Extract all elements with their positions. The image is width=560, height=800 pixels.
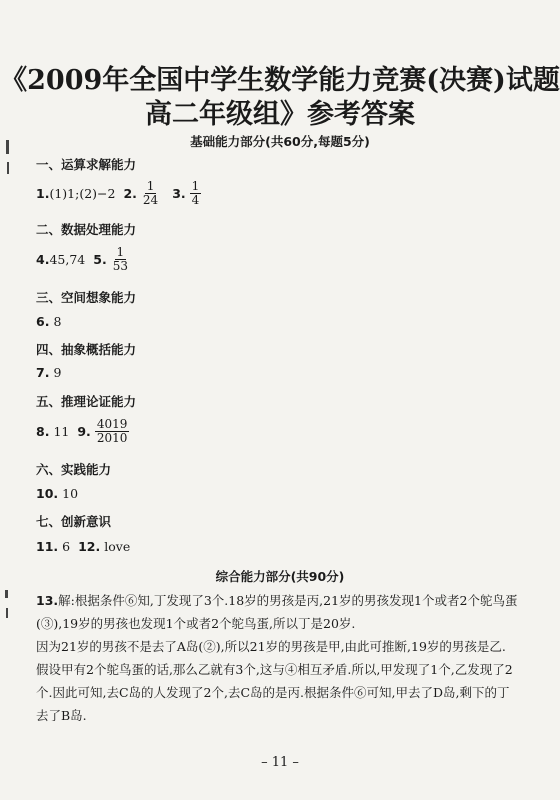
answer-text: 8: [53, 314, 62, 329]
section-heading-computation: 一、运算求解能力: [36, 157, 137, 172]
scan-mark: [6, 608, 8, 618]
scan-mark: [5, 590, 8, 598]
answer-number: 11.: [36, 539, 59, 554]
answer-text: 9: [53, 365, 62, 380]
fraction-numerator: 4019: [96, 417, 128, 431]
scan-mark: [7, 162, 9, 174]
q13-line-3: 因为21岁的男孩不是去了A岛(②),所以21岁的男孩是甲,由此可推断,19岁的男孩是乙.: [36, 639, 506, 654]
page-title-line1: 《2009年全国中学生数学能力竞赛(决赛)试题: [0, 65, 560, 96]
fraction-denominator: 4: [191, 192, 200, 207]
section-heading-reasoning: 五、推理论证能力: [36, 394, 137, 409]
answer-number: 9.: [77, 423, 91, 439]
q13-line-6: 去了B岛.: [36, 708, 87, 723]
answers-row-7: [36, 365, 61, 380]
section-heading-innovation: 七、创新意识: [36, 514, 112, 529]
answer-number: 8.: [36, 423, 50, 439]
fraction-denominator: 53: [112, 258, 128, 273]
fraction: [111, 246, 130, 272]
answers-row-10: [36, 486, 78, 501]
q13-solution: [36, 589, 536, 727]
fraction-numerator: 1: [146, 179, 155, 193]
q13-line-1: [36, 589, 536, 612]
comprehensive-section-heading: 综合能力部分(共90分): [215, 569, 345, 584]
fraction-denominator: 2010: [96, 430, 128, 445]
answer-number: 13.: [36, 593, 59, 608]
answer-number: 5.: [93, 251, 107, 267]
scan-mark: [6, 140, 9, 154]
answer-text: (1)1;(2)−2: [49, 185, 116, 201]
fraction-numerator: 1: [116, 245, 125, 259]
page-number: – 11 –: [261, 755, 299, 770]
q13-line-5: 个.因此可知,去C岛的人发现了2个,去C岛的是丙.根据条件⑥可知,甲去了D岛,剩下的丁: [36, 685, 510, 700]
answer-text: 6: [62, 539, 71, 554]
fraction: [95, 418, 130, 444]
q13-line-4: 假设甲有2个鸵鸟蛋的话,那么乙就有3个,这与④相互矛盾.所以,甲发现了1个,乙发现了2: [36, 662, 513, 677]
answer-text: love: [104, 539, 131, 554]
answer-number: 2.: [123, 185, 137, 201]
fraction-denominator: 24: [142, 192, 159, 207]
answers-row-11-12: [36, 539, 130, 554]
answer-number: 12.: [78, 539, 101, 554]
answer-number: 10.: [36, 486, 59, 501]
basic-section-heading: 基础能力部分(共60分,每题5分): [190, 134, 370, 149]
page-title-line2: 高二年级组》参考答案: [145, 99, 415, 130]
answer-number: 1.: [36, 185, 50, 201]
fraction: [190, 180, 202, 206]
answer-number: 7.: [36, 365, 50, 380]
answers-row-8-9: [36, 418, 133, 444]
section-heading-data-processing: 二、数据处理能力: [36, 222, 137, 237]
section-heading-abstraction: 四、抽象概括能力: [36, 342, 137, 357]
q13-line-text: 解:根据条件⑥知,丁发现了3个.18岁的男孩是丙,21岁的男孩发现1个或者2个鸵鸟蛋: [58, 593, 518, 608]
q13-line-2: (③),19岁的男孩也发现1个或者2个鸵鸟蛋,所以丁是20岁.: [36, 616, 356, 631]
answers-row-1-3: [36, 180, 205, 206]
section-heading-practice: 六、实践能力: [36, 462, 112, 477]
answer-text: 45,74: [49, 251, 86, 267]
answers-row-4-5: [36, 246, 134, 272]
section-heading-spatial: 三、空间想象能力: [36, 290, 137, 305]
answer-text: 10: [62, 486, 79, 501]
answer-text: 11: [53, 423, 70, 439]
answer-number: 6.: [36, 314, 50, 329]
fraction: [141, 180, 160, 206]
answers-row-6: [36, 314, 61, 329]
fraction-numerator: 1: [191, 179, 200, 193]
answer-number: 4.: [36, 251, 50, 267]
answer-number: 3.: [172, 185, 186, 201]
